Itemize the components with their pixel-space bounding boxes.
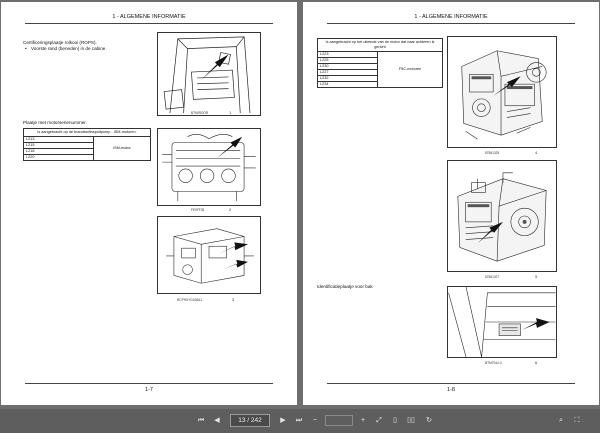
- zoom-in-icon[interactable]: +: [360, 417, 366, 424]
- two-page-icon[interactable]: ▯▯: [407, 417, 415, 424]
- figure-code: 87561327: [485, 275, 500, 279]
- page-header: 1 - ALGEMENE INFORMATIE: [327, 14, 575, 24]
- page-header: 1 - ALGEMENE INFORMATIE: [25, 14, 273, 24]
- f5c-engine-table: [317, 38, 443, 88]
- figure-number: 4: [535, 150, 538, 155]
- page-footer: 1-8: [327, 383, 575, 393]
- figure-number: 1: [229, 110, 232, 115]
- figure-injection-pump: [157, 128, 261, 206]
- viewer-toolbar: [0, 409, 600, 433]
- rotate-icon[interactable]: ↻: [426, 417, 432, 424]
- figure-number: 2: [229, 207, 232, 212]
- prev-page-icon[interactable]: ◀: [214, 417, 220, 424]
- next-page-icon[interactable]: ▶: [280, 417, 286, 424]
- figure-number: 6: [535, 360, 538, 365]
- table-cell-model: L230: [318, 64, 378, 70]
- figure-code: FE0FF35: [191, 208, 205, 212]
- table-cell-engine: ISM-motor: [93, 137, 150, 161]
- table-cell-model: L218: [24, 149, 94, 155]
- bucket-plate-title: Identificatieplaatje voor bak: [317, 284, 373, 289]
- fullscreen-icon[interactable]: ⛶: [574, 417, 580, 424]
- zoom-out-icon[interactable]: −: [312, 417, 318, 424]
- table-header: Is aangebracht op het uiteinde van de motor dat naar achteren is gericht: [318, 39, 443, 52]
- table-cell-model: L225: [318, 58, 378, 64]
- bullet-icon: •: [25, 46, 27, 51]
- table-cell-engine: F5C-motoren: [378, 52, 443, 88]
- table-cell-model: L232: [318, 76, 378, 82]
- table-cell-model: L213: [24, 137, 94, 143]
- rops-bullet: Voorste rand (beneden) in de cabine.: [31, 46, 107, 51]
- table-cell-model: L220: [24, 155, 94, 161]
- figure-code: 87561325: [485, 151, 500, 155]
- ism-engine-table: [23, 128, 151, 161]
- table-cell-model: L234: [318, 82, 378, 88]
- figure-code: RCPHXYG108A1: [177, 298, 202, 302]
- table-cell-model: L215: [24, 143, 94, 149]
- engine-serial-title: Plaatje met motorserienummer.: [23, 120, 87, 125]
- zoom-select[interactable]: [325, 415, 353, 426]
- last-page-icon[interactable]: ⏭: [295, 417, 303, 424]
- figure-bucket-plate: [447, 286, 557, 358]
- figure-f5c-engine-rear: [447, 36, 557, 148]
- figure-number: 5: [535, 274, 538, 279]
- single-page-icon[interactable]: ▯: [393, 417, 397, 424]
- figure-f5c-engine-side: [447, 160, 557, 272]
- figure-code: BTM/ROOR: [191, 111, 209, 115]
- rops-title: Certificeringsplaatje rolkooi (ROPS).: [23, 40, 97, 45]
- table-cell-model: L223: [318, 52, 378, 58]
- search-icon[interactable]: ⌕: [559, 417, 563, 424]
- figure-engine-block: [157, 216, 261, 294]
- fit-page-icon[interactable]: ⤢: [376, 417, 382, 424]
- page-1-8: [303, 2, 599, 405]
- page-1-7: [1, 2, 297, 405]
- figure-code: BTM7044-4: [485, 361, 502, 365]
- figure-number: 3: [232, 297, 235, 302]
- figure-rops-plate: [157, 32, 261, 116]
- table-cell-model: L227: [318, 70, 378, 76]
- page-number-input[interactable]: 13 / 242: [230, 414, 270, 427]
- first-page-icon[interactable]: ⏮: [197, 417, 205, 424]
- table-header: Is aangebracht op de brandstofinspuitpomp - ISM-motoren.: [24, 129, 151, 137]
- page-footer: 1-7: [25, 383, 273, 393]
